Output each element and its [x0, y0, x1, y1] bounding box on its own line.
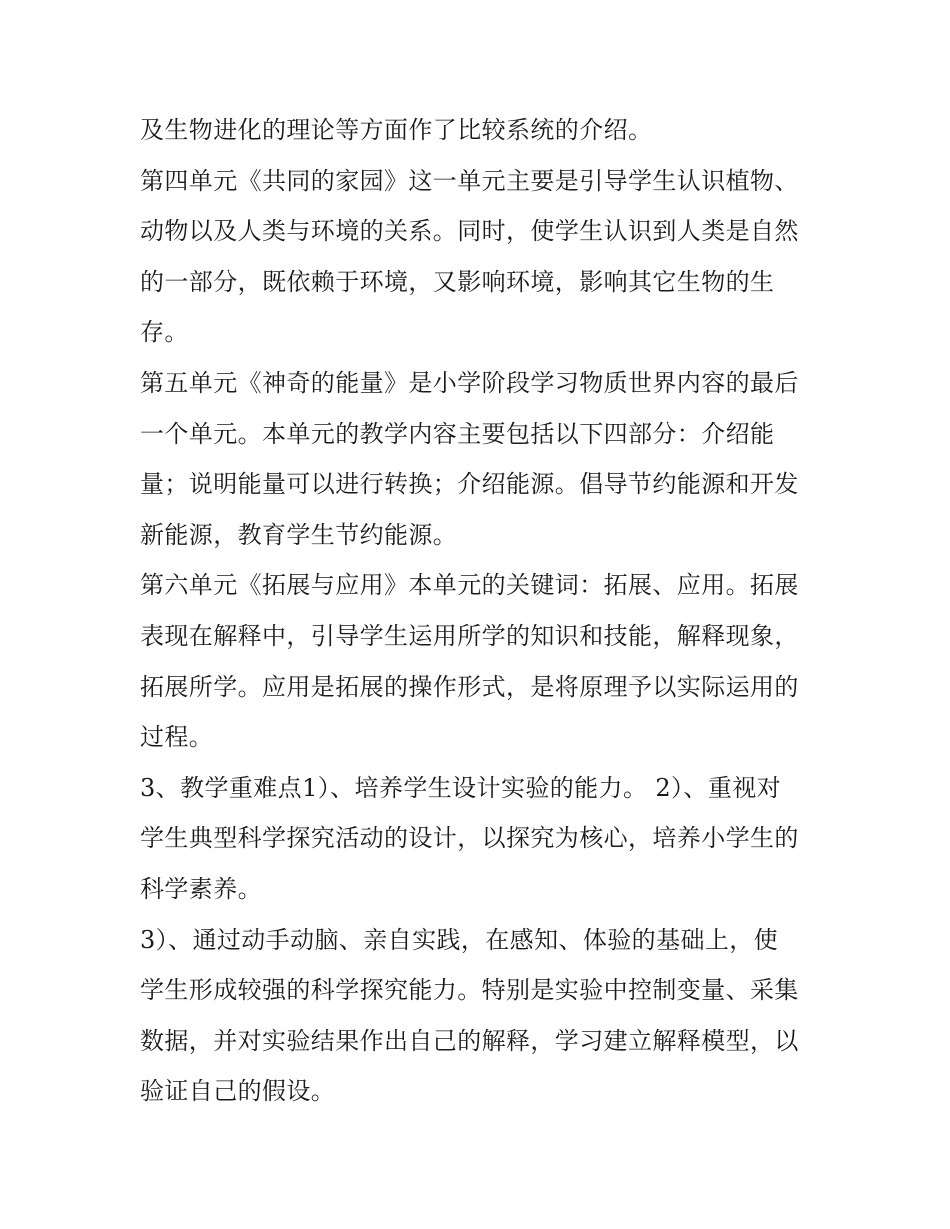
text-line: 科学素养。 [140, 874, 262, 903]
text-line: 学生形成较强的科学探究能力。特别是实验中控制变量、采集 [140, 976, 799, 1005]
text-line: 第四单元《共同的家园》这一单元主要是引导学生认识植物、 [140, 166, 799, 195]
text-line: 第六单元《拓展与应用》本单元的关键词：拓展、应用。拓展 [140, 571, 799, 600]
text-line: 量；说明能量可以进行转换；介绍能源。倡导节约能源和开发 [140, 470, 799, 499]
text-line: 学生典型科学探究活动的设计，以探究为核心，培养小学生的 [140, 824, 799, 853]
text-line: 表现在解释中，引导学生运用所学的知识和技能，解释现象， [140, 621, 799, 650]
text-line: 3）、通过动手动脑、亲自实践，在感知、体验的基础上，使 [140, 925, 779, 954]
text-line: 过程。 [140, 723, 214, 752]
text-line: 第五单元《神奇的能量》是小学阶段学习物质世界内容的最后 [140, 368, 799, 397]
text-line: 新能源，教育学生节约能源。 [140, 520, 458, 549]
text-line: 及生物进化的理论等方面作了比较系统的介绍。 [140, 116, 653, 144]
text-line: 动物以及人类与环境的关系。同时，使学生认识到人类是自然 [140, 217, 799, 246]
text-line: 验证自己的假设。 [140, 1077, 336, 1106]
text-line: 存。 [140, 318, 189, 347]
text-line: 的一部分，既依赖于环境，又影响环境，影响其它生物的生 [140, 267, 775, 296]
document-body [140, 105, 820, 1117]
text-line: 一个单元。本单元的教学内容主要包括以下四部分：介绍能 [140, 419, 775, 448]
text-line: 数据，并对实验结果作出自己的解释，学习建立解释模型，以 [140, 1026, 799, 1055]
text-line: 3、教学重难点1）、培养学生设计实验的能力。 2）、重视对 [140, 773, 782, 802]
text-line: 拓展所学。应用是拓展的操作形式，是将原理予以实际运用的 [140, 672, 799, 701]
